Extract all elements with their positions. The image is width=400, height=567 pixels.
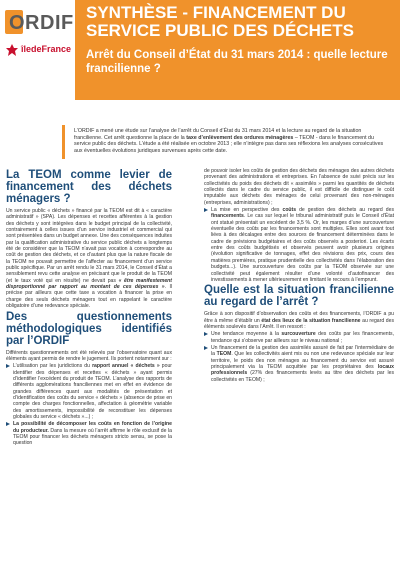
teom-text-end: . Il précise par ailleurs que cette taxe a vocation à financer la prise en charge des seuls déchets ménagers tout en rappelant le caractère obligatoire d’une redevance spéciale. — [6, 284, 172, 310]
list-item — [6, 363, 172, 420]
iledefrance-logo-text: îledeFrance — [21, 44, 72, 54]
questions-intro: Différents questionnements ont été relevés par l’observatoire quant aux éléments ayant permis de rendre le jugement. Ils portent notamment sur : — [6, 349, 172, 362]
list-item — [204, 207, 394, 283]
list-item — [204, 345, 394, 383]
bullet-text: de gestion des déchets au regard des — [296, 207, 394, 214]
iledefrance-mark-icon — [5, 43, 19, 57]
continuation-paragraph: de pouvoir isoler les coûts de gestion des déchets des ménages des autres déchets provenant des administrations et entreprises. En l’absence de suivi précis sur les collectivités du poids des déchets dit « assimilés » parmi les quantités de déchets collectés dans le cadre du service public, il est difficile de distinguer le coût imputable aux déchets des ménages de celui provenant des non-ménages (entreprises, administrations) ; — [204, 168, 394, 206]
intro-text-bold: taxe d’enlèvement des ordures ménagères — [186, 134, 294, 141]
bullet-text: . Le cas sur lequel le tribunal administratif puis le Conseil d’État ont statué présentait un excédent de 3,5 %. Or, les marges d’une surcouverture éventuelle des coûts par les financements sont multiples. Elles sont avant tout liées à des décalages entre des sources de financement déterminées dans le cadre de prévisions budgétaires et des coûts observés a posteriori. Les écarts entre des coûts budgétisés et observés peuvent avoir plusieurs origines (évolution significative de tonnages, effet des révisions des prix, cours des matières premières, pratique prudentielle des collectivités dans l’élaboration des budgets...). Une surcouverture des coûts par la TEOM observée sur une collectivité peut également résulter d’une volonté d’autofinancer des investissements à mener ultérieurement en limitant le recours à l’emprunt. — [211, 213, 394, 283]
situation-text: au regard des éléments soulevés dans l’Arrêt. Il en ressort : — [204, 317, 394, 330]
situation-text: Grâce à son dispositif d’observation des coûts et des financements, l’ORDIF a pu être à même d’établir un — [204, 311, 394, 324]
section-heading-teom: La TEOM comme levier de financement des déchets ménagers ? — [6, 169, 172, 205]
section-heading-situation: Quelle est la situation francilienne au regard de l’arrêt ? — [204, 284, 394, 309]
intro-text-post: – TEOM - dans le financement du service public des déchets. L’étude a été réalisée en octobre 2013 ; elle n’intègre pas dans ses réflexions les analyses consécutives aux éventuelles évolutions juridiques survenues après cette date. — [74, 134, 384, 154]
situation-intro — [204, 311, 394, 330]
teom-text: Un service public « déchets » financé par la TEOM est dit à « caractère administratif » (SPA). Les dépenses et recettes afférentes à la gestion des déchets y sont intégrées dans le budget principal de la collectivité, contrairement à celles issues d’un service industriel et commercial qui sont présentées dans un budget annexe. Une des conséquences induites par la qualification administrative du service public déchets a longtemps été de considérer que la TEOM n’avait pas vocation à correspondre au coût de gestion des déchets, et ce d’autant plus que la nature fiscale de la TEOM ne pouvait permettre de l’affecter au financement d’un service public spécifique. Par un arrêt rendu le 31 mars 2014, le Conseil d’État a sensiblement revu cette analyse en précisant que le produit de la TEOM (et le taux voté qui en résulte) ne devait pas — [6, 208, 172, 284]
list-item — [204, 331, 394, 344]
bullet-bold: locaux professionnels — [211, 363, 394, 377]
bullet-bold: financements — [211, 213, 244, 220]
bullet-text: Un financement de la gestion des assimilés assuré de fait par l’intermédiaire de la — [211, 344, 394, 358]
bullet-text: Dans la mesure où l’arrêt affirme le rôle exclusif de la TEOM pour financer les déchets ménagers stricto sensu, se pose la question — [13, 427, 172, 447]
logo-area — [0, 0, 75, 100]
bullet-text: pour identifier des dépenses et recettes « déchets » ayant permis d’identifier l’excédent du produit de TEOM. L’analyse des rapports de différents agglomérations franciliennes met en effet en évidence de grandes différences quant aux modalités de présentation et d’identification des coûts du service « déchets » (absence de prise en compte des charges fonctionnelles, affectation à géométrie variable des amortissements, impossibilité de reconstituer les dépenses globales du service « déchets »...) ; — [13, 363, 172, 420]
page-subtitle: Arrêt du Conseil d’État du 31 mars 2014 : quelle lecture francilienne ? — [86, 49, 388, 75]
intro-text-pre: L’ORDIF a mené une étude sur l’analyse de l’arrêt du Conseil d’État du 31 mars 2014 et la lecture au regard de la situation francilienne. Cet arrêt questionne la place de la — [74, 128, 362, 141]
situation-bold: état des lieux de la situation francilienne — [261, 317, 361, 324]
teom-quote: « être manifestement disproportionné par rapport au montant de ces dépenses » — [6, 277, 172, 291]
bullet-text: (27% des financements levés au titre des déchets par les collectivités en TEOM) ; — [211, 370, 394, 383]
section-paragraph — [6, 208, 172, 310]
bullet-bold: TEOM — [216, 351, 232, 358]
bullet-text: des coûts par les financements, tendance qui s’observe par ailleurs sur le niveau national ; — [211, 331, 394, 344]
left-column — [6, 168, 172, 448]
bullet-bold: coûts — [282, 207, 297, 214]
ordif-logo-text: ORDIF — [9, 12, 74, 34]
header-banner — [0, 0, 400, 100]
bullet-text: La mise en perspective des — [211, 207, 283, 214]
bullet-text: . Que les collectivités aient mis ou non une redevance spéciale sur leur territoire, le poids des non ménages au financement du service est assuré principalement via la TEOM acquittée par les propriétaires des — [211, 351, 394, 370]
page-title: SYNTHÈSE - FINANCEMENT DU SERVICE PUBLIC DES DÉCHETS — [86, 3, 354, 40]
intro-paragraph — [68, 125, 393, 163]
right-column — [204, 168, 394, 384]
bullet-text: Une tendance moyenne à la — [211, 331, 282, 338]
bullet-bold: La possibilité de décomposer les coûts en fonction de l’origine du producteur. — [13, 421, 172, 434]
bullet-text: L’utilisation par les juridictions du — [13, 363, 93, 370]
iledefrance-logo — [5, 42, 73, 58]
section-heading-questions: Des questionnements méthodologiques identifiés par l’ORDIF — [6, 310, 172, 347]
intro-accent-bar — [62, 125, 65, 159]
list-item — [6, 421, 172, 446]
bullet-bold: rapport annuel « déchets » — [92, 363, 160, 370]
ordif-logo — [5, 10, 74, 34]
bullet-bold: surcouverture — [281, 331, 316, 338]
